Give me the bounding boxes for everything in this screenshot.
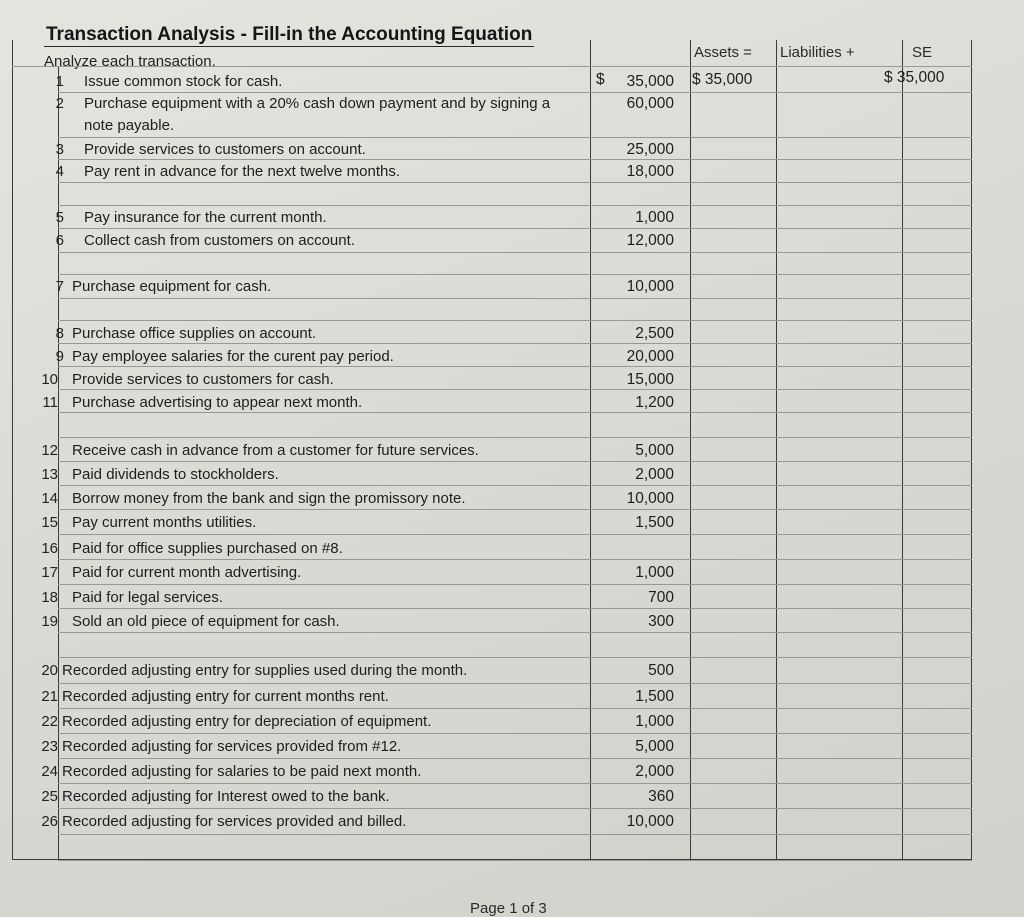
row-number: 25: [41, 788, 58, 805]
row-number: 13: [41, 466, 58, 483]
row-description: Sold an old piece of equipment for cash.: [72, 613, 340, 630]
row-description: Recorded adjusting for services provided from #12.: [62, 738, 402, 755]
row-description: Purchase equipment for cash.: [72, 278, 272, 295]
row-description-continued: note payable.: [84, 117, 175, 134]
transaction-row: [0, 589, 1024, 613]
row-description: Collect cash from customers on account.: [84, 232, 355, 249]
row-description: Recorded adjusting for services provided and billed.: [62, 813, 407, 830]
row-number: 11: [42, 394, 58, 411]
row-amount: 10,000: [626, 278, 674, 295]
transaction-row: [0, 490, 1024, 514]
row-number: 2: [55, 95, 64, 112]
row-amount: 700: [648, 589, 674, 606]
row-number: 16: [41, 540, 58, 557]
row-amount: 5,000: [635, 442, 674, 459]
row-gridline: [58, 366, 972, 367]
row-description: Recorded adjusting for Interest owed to the bank.: [62, 788, 390, 805]
row-amount: 360: [648, 788, 674, 805]
transaction-row: [0, 613, 1024, 637]
row-gridline: [58, 808, 972, 809]
row-amount: 15,000: [626, 371, 674, 388]
row-amount: 2,000: [635, 466, 674, 483]
row-gridline: [58, 182, 972, 183]
row-amount: 1,000: [635, 713, 674, 730]
row-description: Recorded adjusting entry for current months rent.: [62, 688, 389, 705]
row-gridline: [58, 252, 972, 253]
row-gridline: [58, 632, 972, 633]
row-number: 14: [41, 490, 58, 507]
row-gridline: [58, 834, 972, 835]
row-gridline: [58, 159, 972, 160]
row-description: Provide services to customers for cash.: [72, 371, 334, 388]
row-number: 3: [55, 141, 64, 158]
liabilities-header: Liabilities +: [780, 44, 855, 61]
row-amount: 25,000: [626, 141, 674, 158]
transaction-row: [0, 371, 1024, 395]
transaction-row: [0, 466, 1024, 490]
row-description: Borrow money from the bank and sign the promissory note.: [72, 490, 466, 507]
row-amount: 20,000: [626, 348, 674, 365]
row-description: Receive cash in advance from a customer for future services.: [72, 442, 479, 459]
row-description: Recorded adjusting entry for depreciation of equipment.: [62, 713, 432, 730]
row-number: 24: [41, 763, 58, 780]
row-description: Pay employee salaries for the curent pay period.: [72, 348, 394, 365]
row-description: Paid for legal services.: [72, 589, 223, 606]
row-gridline: [58, 509, 972, 510]
row-gridline: [58, 389, 972, 390]
row-number: 17: [41, 564, 58, 581]
row-gridline: [58, 485, 972, 486]
row-amount: 1,500: [635, 688, 674, 705]
row-gridline: [58, 343, 972, 344]
row-number: 18: [41, 589, 58, 606]
row-amount: 1,500: [635, 514, 674, 531]
row-number: 12: [41, 442, 58, 459]
row-amount: 2,000: [635, 763, 674, 780]
row-gridline: [58, 733, 972, 734]
row-gridline: [58, 708, 972, 709]
transaction-row: [0, 394, 1024, 418]
row-description: Pay rent in advance for the next twelve months.: [84, 163, 401, 180]
row-amount: 18,000: [626, 163, 674, 180]
instruction-text: Analyze each transaction.: [44, 53, 216, 70]
row-gridline: [58, 534, 972, 535]
row-amount: 300: [648, 613, 674, 630]
row-gridline: [58, 559, 972, 560]
row-number: 4: [55, 163, 64, 180]
row-description: Pay insurance for the current month.: [84, 209, 327, 226]
row-number: 8: [55, 325, 64, 342]
transaction-row: [0, 141, 1024, 165]
row-number: 23: [41, 738, 58, 755]
row-description: Paid for office supplies purchased on #8.: [72, 540, 343, 557]
row-number: 5: [55, 209, 64, 226]
transaction-row: [0, 73, 1024, 97]
row-gridline: [58, 683, 972, 684]
row-number: 19: [41, 613, 58, 630]
row-gridline: [58, 608, 972, 609]
row-amount: 1,000: [635, 209, 674, 226]
row-amount: 500: [648, 662, 674, 679]
row-amount: 10,000: [626, 490, 674, 507]
row-amount: 10,000: [626, 813, 674, 830]
row-number: 20: [41, 662, 58, 679]
transaction-row: [0, 348, 1024, 372]
row-gridline: [58, 584, 972, 585]
row-gridline: [58, 92, 972, 93]
row-number: 6: [55, 232, 64, 249]
row-gridline: [58, 461, 972, 462]
row-number: 7: [55, 278, 64, 295]
row-number: 26: [41, 813, 58, 830]
row-description: Purchase advertising to appear next month.: [72, 394, 363, 411]
row-amount: 1,200: [635, 394, 674, 411]
row-gridline: [58, 657, 972, 658]
row-gridline: [58, 298, 972, 299]
page-number: Page 1 of 3: [470, 900, 547, 917]
transaction-row: [0, 95, 1024, 134]
row-gridline: [58, 758, 972, 759]
row-description: Provide services to customers on account.: [84, 141, 366, 158]
row-description: Paid for current month advertising.: [72, 564, 302, 581]
row-gridline: [58, 860, 972, 861]
row-gridline: [58, 437, 972, 438]
row1-currency-symbol: $: [596, 71, 605, 88]
example-se-value: $ 35,000: [884, 69, 945, 86]
row-number: 9: [55, 348, 64, 365]
row-amount: 2,500: [635, 325, 674, 342]
row-amount: 12,000: [626, 232, 674, 249]
example-assets-value: $ 35,000: [692, 71, 753, 88]
row-description: Issue common stock for cash.: [84, 73, 283, 90]
page-title: Transaction Analysis - Fill-in the Accounting Equation: [46, 24, 533, 45]
row-amount: 35,000: [626, 73, 674, 90]
row-number: 15: [41, 514, 58, 531]
row-gridline: [58, 228, 972, 229]
row-gridline: [58, 274, 972, 275]
row-description: Pay current months utilities.: [72, 514, 257, 531]
transaction-row: [0, 442, 1024, 466]
transaction-row: [0, 325, 1024, 349]
row-amount: 5,000: [635, 738, 674, 755]
transaction-row: [0, 540, 1024, 564]
assets-header: Assets =: [694, 44, 752, 61]
row-gridline: [58, 137, 972, 138]
row-description: Paid dividends to stockholders.: [72, 466, 279, 483]
row-description: Recorded adjusting for salaries to be paid next month.: [62, 763, 422, 780]
row-amount: 60,000: [626, 95, 674, 112]
se-header: SE: [912, 44, 933, 61]
row-number: 21: [41, 688, 58, 705]
row-number: 22: [41, 713, 58, 730]
row-gridline: [12, 66, 972, 67]
transaction-row: [0, 209, 1024, 233]
transaction-row: [0, 163, 1024, 187]
row-gridline: [58, 205, 972, 206]
row-amount: 1,000: [635, 564, 674, 581]
row-description: Recorded adjusting entry for supplies used during the month.: [62, 662, 468, 679]
row-gridline: [58, 412, 972, 413]
row-description: Purchase office supplies on account.: [72, 325, 317, 342]
row-gridline: [58, 783, 972, 784]
row-description: Purchase equipment with a 20% cash down payment and by signing a: [84, 95, 551, 112]
row-gridline: [58, 320, 972, 321]
row-number: 1: [55, 73, 64, 90]
row-number: 10: [41, 371, 58, 388]
